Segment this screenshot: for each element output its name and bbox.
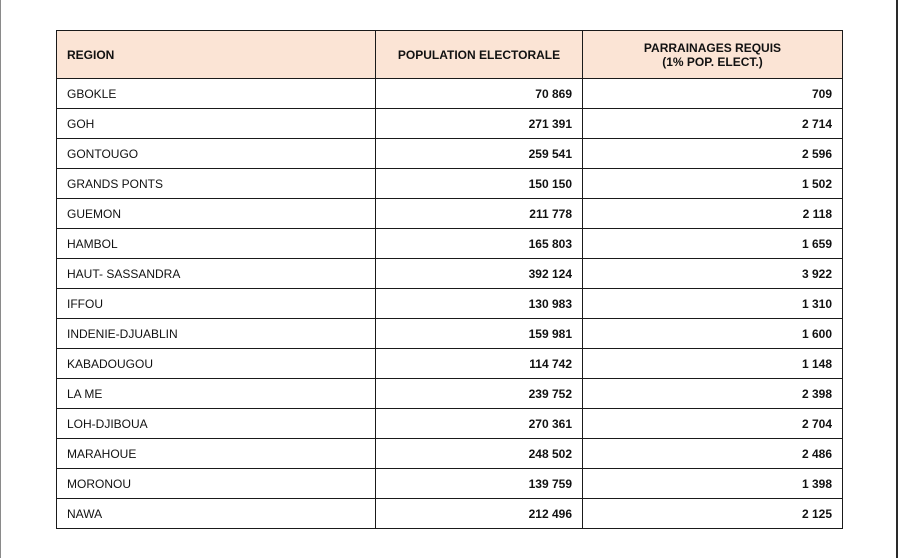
- region-cell: MARAHOUE: [57, 439, 376, 469]
- region-cell: LA ME: [57, 379, 376, 409]
- population-cell: 212 496: [376, 499, 583, 529]
- parrainages-cell: 2 596: [583, 139, 843, 169]
- table-row: [57, 289, 843, 319]
- population-cell: 114 742: [376, 349, 583, 379]
- table-row: [57, 409, 843, 439]
- region-cell: INDENIE-DJUABLIN: [57, 319, 376, 349]
- parrainages-cell: 709: [583, 79, 843, 109]
- parrainages-cell: 2 398: [583, 379, 843, 409]
- parrainages-cell: 2 704: [583, 409, 843, 439]
- header-parrainages: [583, 31, 843, 79]
- population-cell: 70 869: [376, 79, 583, 109]
- population-cell: 150 150: [376, 169, 583, 199]
- table-row: [57, 229, 843, 259]
- region-cell: GONTOUGO: [57, 139, 376, 169]
- region-cell: IFFOU: [57, 289, 376, 319]
- parrainages-cell: 3 922: [583, 259, 843, 289]
- table-header: [57, 31, 843, 79]
- region-cell: HAUT- SASSANDRA: [57, 259, 376, 289]
- parrainages-cell: 2 118: [583, 199, 843, 229]
- parrainages-cell: 2 714: [583, 109, 843, 139]
- region-cell: GBOKLE: [57, 79, 376, 109]
- parrainages-cell: 2 125: [583, 499, 843, 529]
- parrainages-cell: 2 486: [583, 439, 843, 469]
- table-row: [57, 349, 843, 379]
- region-cell: HAMBOL: [57, 229, 376, 259]
- parrainages-cell: 1 502: [583, 169, 843, 199]
- table-body: [57, 79, 843, 529]
- region-cell: LOH-DJIBOUA: [57, 409, 376, 439]
- parrainages-cell: 1 148: [583, 349, 843, 379]
- table-row: [57, 79, 843, 109]
- population-cell: 259 541: [376, 139, 583, 169]
- parrainages-cell: 1 600: [583, 319, 843, 349]
- population-cell: 130 983: [376, 289, 583, 319]
- parrainages-cell: 1 398: [583, 469, 843, 499]
- population-cell: 139 759: [376, 469, 583, 499]
- table-row: [57, 199, 843, 229]
- header-population: POPULATION ELECTORALE: [376, 31, 583, 79]
- table-row: [57, 259, 843, 289]
- region-cell: GOH: [57, 109, 376, 139]
- region-cell: MORONOU: [57, 469, 376, 499]
- table-row: [57, 439, 843, 469]
- region-cell: KABADOUGOU: [57, 349, 376, 379]
- population-cell: 270 361: [376, 409, 583, 439]
- header-parrainages-title: PARRAINAGES REQUIS: [643, 40, 782, 55]
- header-region: REGION: [57, 31, 376, 79]
- table-row: [57, 469, 843, 499]
- page-left-edge: [0, 0, 1, 558]
- table-row: [57, 379, 843, 409]
- population-cell: 159 981: [376, 319, 583, 349]
- table-row: [57, 139, 843, 169]
- population-cell: 165 803: [376, 229, 583, 259]
- region-cell: GRANDS PONTS: [57, 169, 376, 199]
- population-cell: 211 778: [376, 199, 583, 229]
- table-row: [57, 109, 843, 139]
- parrainages-cell: 1 659: [583, 229, 843, 259]
- table-row: [57, 499, 843, 529]
- region-cell: NAWA: [57, 499, 376, 529]
- table-row: [57, 169, 843, 199]
- header-row: [57, 31, 843, 79]
- region-cell: GUEMON: [57, 199, 376, 229]
- population-cell: 239 752: [376, 379, 583, 409]
- population-cell: 392 124: [376, 259, 583, 289]
- population-cell: 248 502: [376, 439, 583, 469]
- population-cell: 271 391: [376, 109, 583, 139]
- header-parrainages-subtitle: (1% POP. ELECT.): [662, 54, 763, 69]
- parrainages-cell: 1 310: [583, 289, 843, 319]
- electoral-sponsorship-table: [56, 30, 843, 529]
- table-row: [57, 319, 843, 349]
